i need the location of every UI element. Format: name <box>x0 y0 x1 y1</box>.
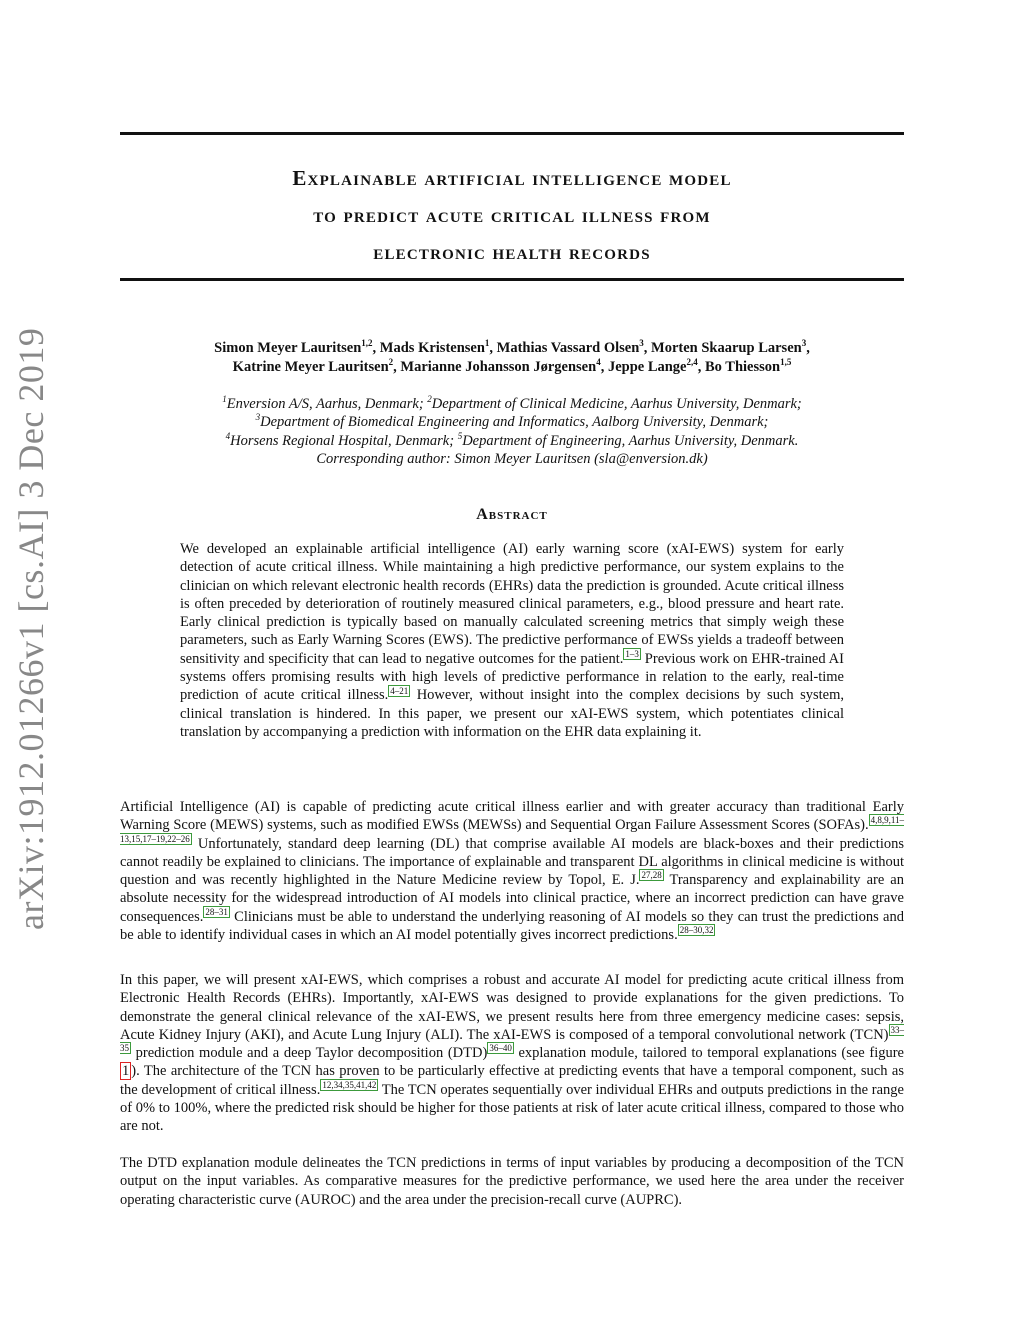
paragraph-text: Artificial Intelligence (AI) is capable of predicting acute critical illness earlier and with greater accuracy than traditional Early Warning Score (MEWS) systems, such as modified EWSs (MEWSs) and Sequential Organ Failure Assessment Scores (SOFAs). <box>120 799 904 834</box>
corresponding-author: Corresponding author: Simon Meyer Lauritsen (sla@enversion.dk) <box>316 450 708 467</box>
author-sup: 2,4 <box>686 357 698 368</box>
author-name: Simon Meyer Lauritsen <box>214 340 362 356</box>
citation-link[interactable]: 28–30,32 <box>679 925 714 936</box>
author-name: Mathias Vassard Olsen <box>496 340 640 356</box>
citation-link[interactable]: 1–3 <box>625 648 639 659</box>
citation-link[interactable]: 4–21 <box>390 685 409 696</box>
author-sep: , <box>806 340 810 356</box>
author-sup: 1,5 <box>780 357 792 368</box>
author-sep: , <box>489 340 497 356</box>
affiliations <box>120 395 904 468</box>
author-name: Bo Thiesson <box>704 359 781 375</box>
author-sup: 3 <box>639 338 644 349</box>
title-line-1: Explainable artificial intelligence model <box>292 166 732 190</box>
body-paragraph-2 <box>120 971 904 1136</box>
citation-link[interactable]: 28–31 <box>205 906 228 917</box>
figure-link[interactable]: 1 <box>122 1063 130 1080</box>
bottom-rule <box>120 278 904 281</box>
author-sup: 2 <box>388 357 394 368</box>
author-line-1 <box>120 339 904 358</box>
citation-link[interactable]: 12,34,35,41,42 <box>322 1079 377 1090</box>
affil-sup: 3 <box>255 412 261 423</box>
author-line-2 <box>120 358 904 377</box>
author-sup: 1,2 <box>361 338 373 349</box>
author-sep: , <box>697 359 705 375</box>
affiliation-line-2 <box>120 413 904 431</box>
paragraph-text: prediction module and a deep Taylor decomposition (DTD) <box>131 1045 488 1062</box>
abstract-text: We developed an explainable artificial intelligence (AI) early warning score (xAI-EWS) system for early detection of acute critical illness. While maintaining a high predictive performance, our system explains to the clinician on which relevant electronic health records (EHRs) data the prediction is grounded. Acute critical illness is often preceded by deterioration of routinely measured clinical parameters, e.g., blood pressure and heart rate. Early clinical prediction is typically based on manually calculated screening metrics that simply weigh these parameters, such as Early Warning Scores (EWS). The predictive performance of EWSs yields a tradeoff between sensitivity and specificity that can lead to negative outcomes for the patient. <box>180 541 844 667</box>
affil-sup: 2 <box>427 394 432 405</box>
paragraph-text: Clinicians must be able to understand the underlying reasoning of AI models so they can trust the predictions and be able to identify individual cases in which an AI model potentially gives incorrect predictions. <box>120 908 904 944</box>
affil-text: Department of Biomedical Engineering and Informatics, Aalborg University, Denmark; <box>260 414 769 431</box>
author-sep: , <box>643 340 652 356</box>
paragraph-text: explanation module, tailored to temporal explanations (see figure <box>513 1045 904 1062</box>
author-name: Marianne Johansson Jørgensen <box>400 359 597 375</box>
abstract-body <box>180 540 844 741</box>
affiliation-line-1 <box>120 395 904 413</box>
author-sup: 4 <box>596 357 601 368</box>
citation-link[interactable]: 4,8,9,11–13,15,17–19,22–26 <box>120 815 904 844</box>
author-sup: 3 <box>801 338 807 349</box>
abstract-text: Previous work on EHR-trained AI systems offers promising results with high levels of predictive performance in relation to the early, real-time prediction of acute critical illness. <box>180 650 844 704</box>
affiliation-line-3 <box>120 432 904 450</box>
affil-sup: 1 <box>222 394 227 405</box>
affil-sup: 4 <box>225 430 231 441</box>
author-name: Morten Skaarup Larsen <box>651 340 802 356</box>
affil-text: Enversion A/S, Aarhus, Denmark; <box>226 396 428 412</box>
arxiv-side-stamp: arXiv:1912.01266v1 [cs.AI] 3 Dec 2019 <box>11 327 51 930</box>
top-rule <box>120 132 904 135</box>
author-sep: , <box>372 340 380 356</box>
citation-link[interactable]: 36–40 <box>489 1043 512 1054</box>
citation-link[interactable]: 27,28 <box>641 870 662 881</box>
paragraph-text: The TCN operates sequentially over individual EHRs and outputs predictions in the range of 0% to 100%, where the predicted risk should be higher for those patients at risk of later acute critical illness, compared to those who are not. <box>120 1081 904 1135</box>
body-paragraph-3: The DTD explanation module delineates the TCN predictions in terms of input variables by producing a decomposition of the TCN output on the input variables. As comparative measures for the predictive performance, we used here the area under the receiver operating characteristic curve (AUROC) and the area under the precision-recall curve (AUPRC). <box>120 1155 904 1208</box>
abstract-heading: Abstract <box>476 506 548 523</box>
author-list <box>120 339 904 377</box>
citation-link[interactable]: 33–35 <box>120 1025 904 1054</box>
abstract-text: However, without insight into the complex decisions by such system, clinical translation is hindered. In this paper, we present our xAI-EWS system, which potentiates clinical translation by accompanying a prediction with information on the EHR data explaining it. <box>180 687 845 740</box>
paper-title <box>120 160 904 271</box>
affil-sup: 5 <box>457 430 463 441</box>
paragraph-text: Unfortunately, standard deep learning (DL) that comprise available AI models are black-boxes and their predictions cannot readily be explained to clinicians. The importance of explainable and transparent DL algorithms in clinical medicine is without question and was recently highlighted in the Nature Medicine review by Topol, E. J. <box>120 835 904 889</box>
author-name: Katrine Meyer Lauritsen <box>232 359 389 375</box>
author-sep: , <box>393 359 401 375</box>
author-name: Jeppe Lange <box>607 359 687 375</box>
paragraph-text: ). The architecture of the TCN has proven to be particularly effective at predicting events that have a temporal component, such as the development of critical illness. <box>120 1063 904 1098</box>
body-paragraph-1 <box>120 798 904 944</box>
affil-text: Department of Engineering, Aarhus University, Denmark. <box>462 432 799 449</box>
affil-text: Horsens Regional Hospital, Denmark; <box>230 432 458 449</box>
author-sup: 1 <box>484 338 490 349</box>
author-sep: , <box>600 359 608 375</box>
title-line-3: electronic health records <box>373 240 651 264</box>
paragraph-text: In this paper, we will present xAI-EWS, which comprises a robust and accurate AI model for predicting acute critical illness from Electronic Health Records (EHRs). Importantly, xAI-EWS was designed to provide explanations for the given predictions. To demonstrate the general clinical relevance of the xAI-EWS, we present results here from three emergency medicine cases: sepsis, Acute Kidney Injury (AKI), and Acute Lung Injury (ALI). The xAI-EWS is composed of a temporal convolutional network (TCN) <box>120 972 904 1043</box>
author-name: Mads Kristensen <box>379 340 485 356</box>
paragraph-text: Transparency and explainability are an absolute necessity for the widespread introduction of AI models into clinical practice, where an incorrect prediction can have grave consequences. <box>120 872 904 925</box>
title-line-2: to predict acute critical illness from <box>313 203 711 227</box>
affil-text: Department of Clinical Medicine, Aarhus University, Denmark; <box>431 396 802 412</box>
